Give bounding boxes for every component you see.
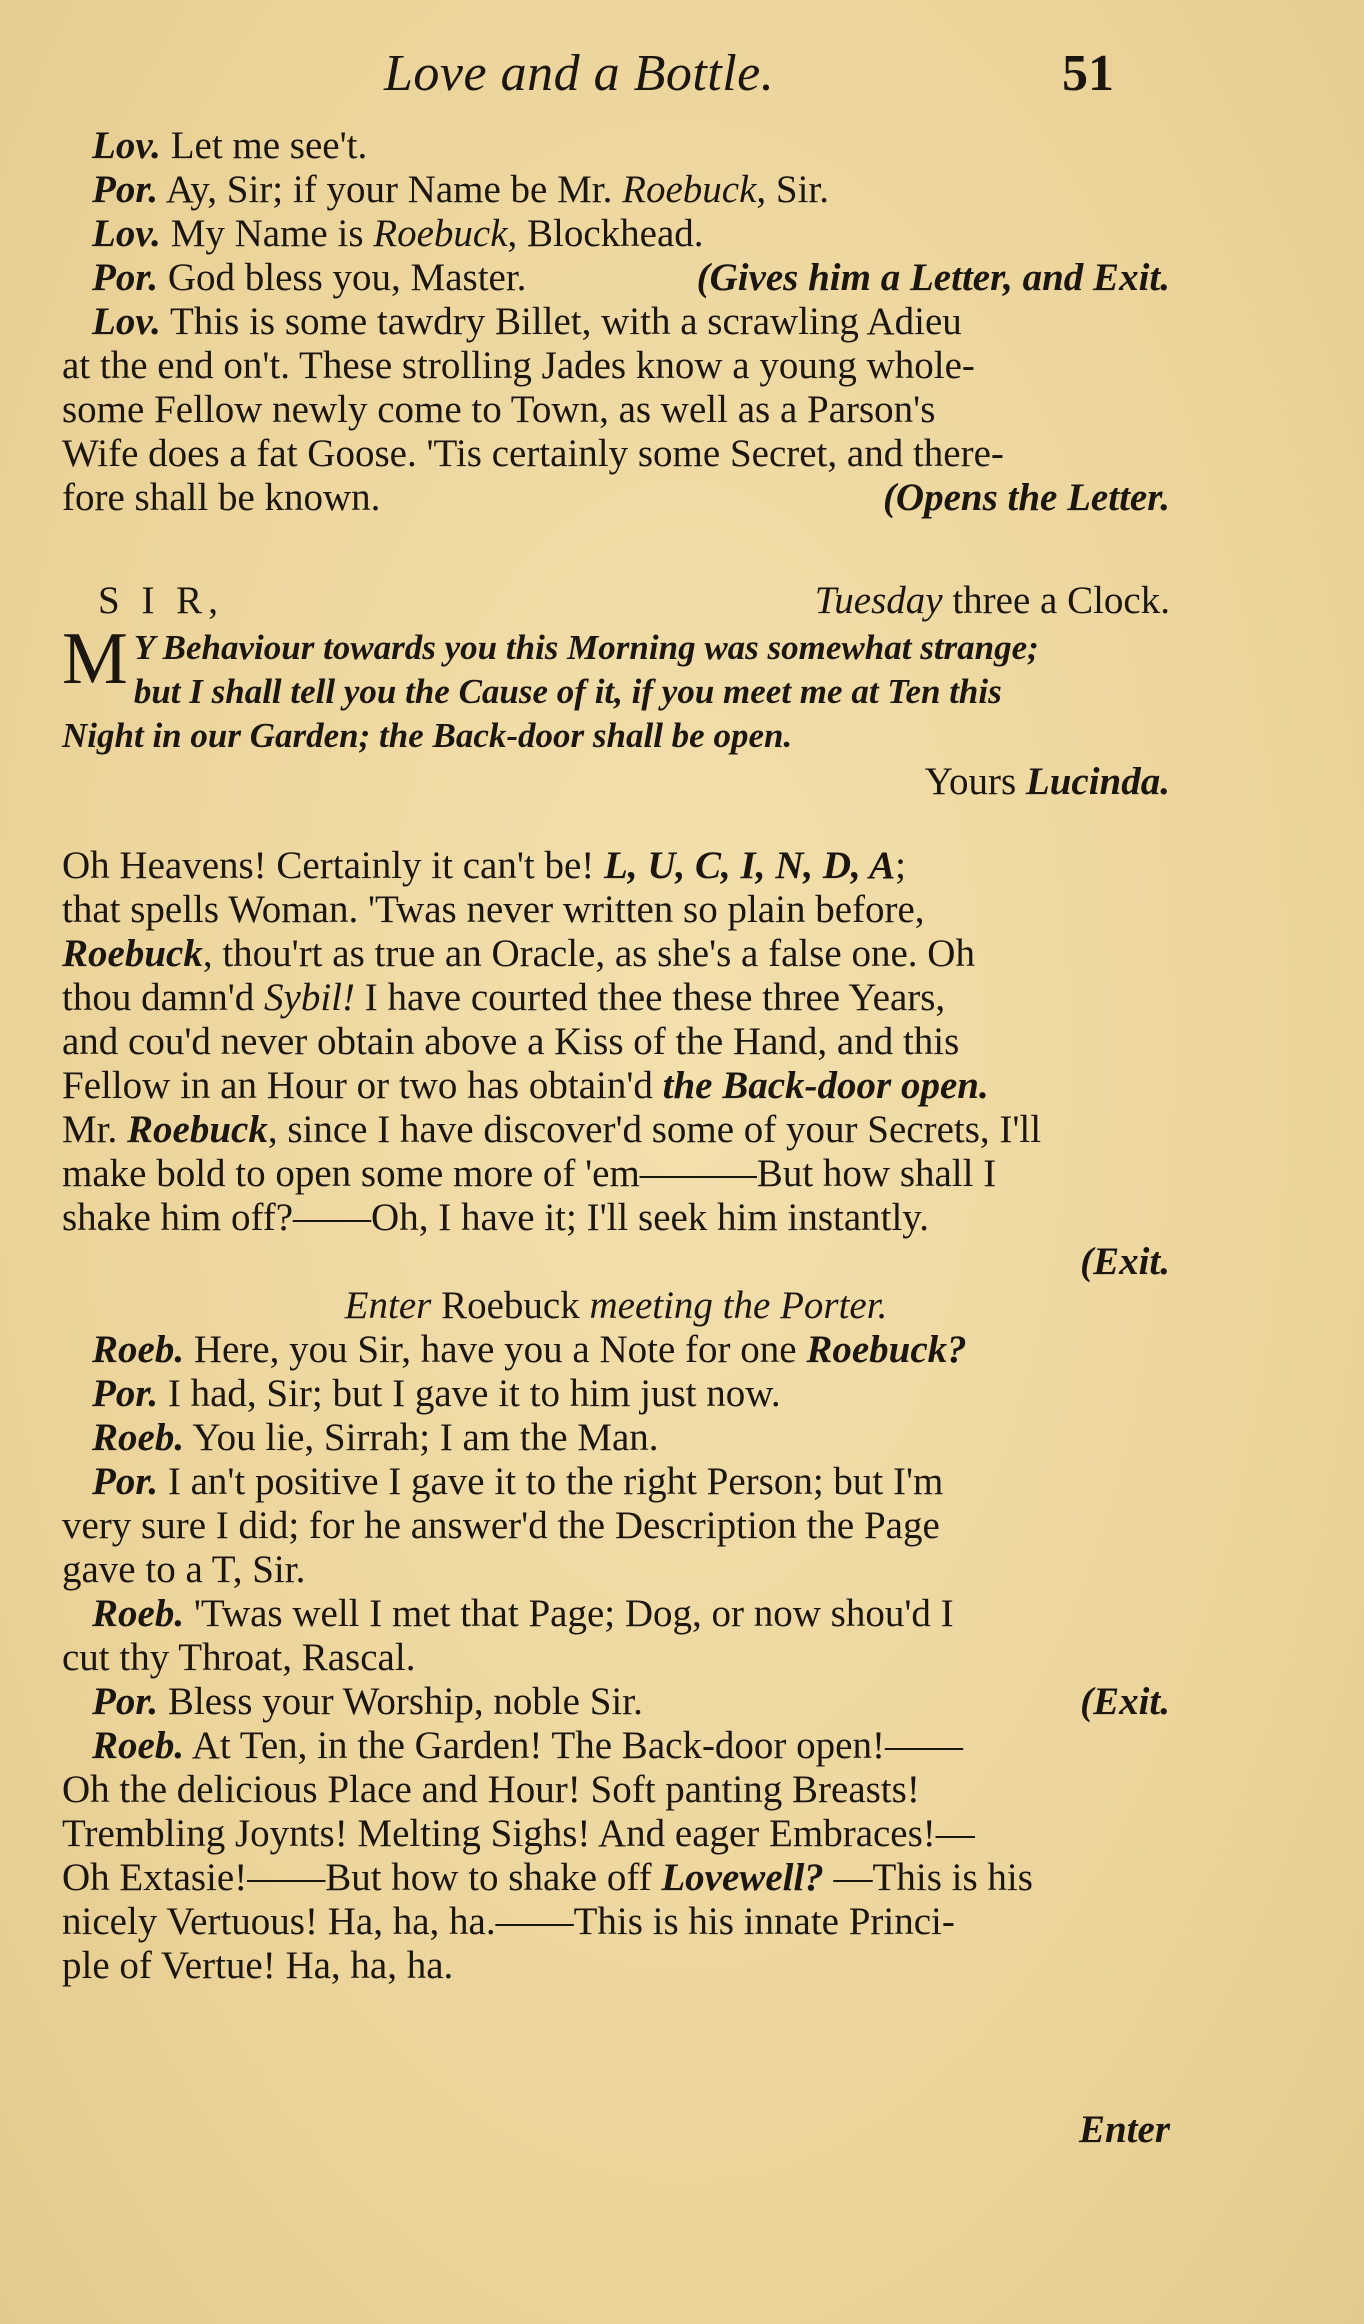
line-text: , since I have discover'd some of your Secrets, I'll bbox=[267, 1108, 1042, 1151]
spacer bbox=[62, 1988, 1170, 2108]
stage-character: Roebuck bbox=[431, 1284, 590, 1327]
character-name: Roebuck bbox=[62, 932, 203, 975]
line-text: thou damn'd bbox=[62, 976, 265, 1019]
line-text: Ay, Sir; if your Name be Mr. bbox=[165, 168, 623, 211]
text-line: gave to a T, Sir. bbox=[62, 1548, 306, 1591]
text-line bbox=[62, 1064, 1170, 1108]
text-line: and cou'd never obtain above a Kiss of the Hand, and this bbox=[62, 1020, 960, 1063]
dialogue-line bbox=[62, 1724, 1170, 1768]
letter-body bbox=[62, 618, 1170, 758]
stage-direction-line bbox=[62, 1284, 1170, 1328]
character-name: Roebuck bbox=[373, 212, 508, 255]
text-line bbox=[62, 844, 1170, 888]
signature-name: Lucinda. bbox=[1025, 760, 1170, 803]
speaker: Lov. bbox=[92, 124, 161, 167]
line-text: Here, you Sir, have you a Note for one bbox=[193, 1328, 807, 1371]
text-line: shake him off?——Oh, I have it; I'll seek him instantly. bbox=[62, 1196, 930, 1239]
speaker: Lov. bbox=[92, 300, 161, 343]
stage-direction: (Opens the Letter. bbox=[882, 476, 1170, 519]
line-text: 'Twas well I met that Page; Dog, or now shou'd I bbox=[193, 1592, 954, 1635]
spacer bbox=[62, 806, 1170, 844]
text-line: cut thy Throat, Rascal. bbox=[62, 1636, 416, 1679]
catchword: Enter bbox=[1078, 2108, 1170, 2151]
dialogue-line bbox=[62, 1680, 1170, 1724]
page-number: 51 bbox=[1062, 45, 1114, 102]
letter-signature bbox=[62, 758, 1170, 806]
letter-date bbox=[815, 578, 1170, 623]
book-page bbox=[62, 28, 1170, 2152]
line-text: Fellow in an Hour or two has obtain'd bbox=[62, 1064, 663, 1107]
text-line bbox=[62, 932, 1170, 976]
line-text: You lie, Sirrah; I am the Man. bbox=[192, 1416, 659, 1459]
character-name: Lovewell? bbox=[661, 1856, 824, 1899]
text-line: at the end on't. These strolling Jades know a young whole- bbox=[62, 344, 975, 387]
letter-date-day: Tuesday bbox=[814, 579, 943, 622]
dialogue-line bbox=[62, 256, 1170, 300]
speaker: Por. bbox=[92, 256, 159, 299]
stage-direction: (Gives him a Letter, and Exit. bbox=[696, 256, 1170, 299]
line-text: —This is his bbox=[823, 1856, 1033, 1899]
text-line bbox=[62, 1240, 1170, 1284]
dialogue-line bbox=[62, 1372, 1170, 1416]
line-text: , thou'rt as true an Oracle, as she's a false one. Oh bbox=[202, 932, 975, 975]
dialogue-line bbox=[62, 1460, 1170, 1504]
letter-salutation: S I R, bbox=[98, 579, 224, 622]
line-text: fore shall be known. bbox=[62, 476, 381, 519]
line-text: I have courted thee these three Years, bbox=[354, 976, 946, 1019]
letter-line: Night in our Garden; the Back-door shall be open. bbox=[62, 716, 793, 755]
dialogue-line bbox=[62, 300, 1170, 344]
dialogue-line bbox=[62, 1416, 1170, 1460]
dialogue-line bbox=[62, 1328, 1170, 1372]
letter-date-rest: three a Clock. bbox=[942, 579, 1170, 622]
speaker: Roeb. bbox=[92, 1328, 185, 1371]
line-text: At Ten, in the Garden! The Back-door open!—— bbox=[191, 1724, 963, 1767]
spacer bbox=[62, 520, 1170, 572]
text-line bbox=[62, 1856, 1170, 1900]
dialogue-line bbox=[62, 212, 1170, 256]
speaker: Roeb. bbox=[92, 1592, 185, 1635]
line-text: I an't positive I gave it to the right Person; but I'm bbox=[167, 1460, 944, 1503]
speaker: Roeb. bbox=[92, 1416, 185, 1459]
line-text: God bless you, Master. bbox=[167, 256, 527, 299]
italic-phrase: the Back-door open. bbox=[662, 1064, 989, 1107]
dialogue-line bbox=[62, 1592, 1170, 1636]
speaker: Roeb. bbox=[92, 1724, 185, 1767]
text-line: that spells Woman. 'Twas never written so plain before, bbox=[62, 888, 925, 931]
speaker: Por. bbox=[92, 1680, 159, 1723]
speaker: Por. bbox=[92, 1372, 159, 1415]
text-line: make bold to open some more of 'em———But how shall I bbox=[62, 1152, 997, 1195]
text-line: Trembling Joynts! Melting Sighs! And eager Embraces!— bbox=[62, 1812, 975, 1855]
line-text: This is some tawdry Billet, with a scrawling Adieu bbox=[169, 300, 962, 343]
letter-heading bbox=[62, 572, 1170, 626]
dialogue-line bbox=[62, 168, 1170, 212]
speaker: Por. bbox=[92, 1460, 159, 1503]
text-line: very sure I did; for he answer'd the Description the Page bbox=[62, 1504, 940, 1547]
line-text: I had, Sir; but I gave it to him just now. bbox=[167, 1372, 781, 1415]
line-text: , Blockhead. bbox=[507, 212, 704, 255]
character-name: Roebuck bbox=[622, 168, 757, 211]
text-line: ple of Vertue! Ha, ha, ha. bbox=[62, 1944, 454, 1987]
text-line: Oh the delicious Place and Hour! Soft panting Breasts! bbox=[62, 1768, 920, 1811]
speaker: Lov. bbox=[92, 212, 161, 255]
text-line: some Fellow newly come to Town, as well as a Parson's bbox=[62, 388, 936, 431]
signature-prefix: Yours bbox=[924, 760, 1026, 803]
line-text: Mr. bbox=[62, 1108, 128, 1151]
drop-cap: M bbox=[62, 618, 128, 700]
dialogue-line bbox=[62, 124, 1170, 168]
speaker: Por. bbox=[92, 168, 159, 211]
stage-enter: Enter bbox=[344, 1284, 432, 1327]
text-line bbox=[62, 476, 1170, 520]
spelled-name: L, U, C, I, N, D, A bbox=[604, 844, 896, 887]
line-text: My Name is bbox=[170, 212, 374, 255]
running-title: Love and a Bottle. bbox=[384, 45, 775, 102]
letter-line: but I shall tell you the Cause of it, if you meet me at Ten this bbox=[133, 672, 1002, 711]
text-line: Wife does a fat Goose. 'Tis certainly some Secret, and there- bbox=[62, 432, 1004, 475]
italic-word: Sybil! bbox=[264, 976, 355, 1019]
line-text: , Sir. bbox=[756, 168, 830, 211]
stage-direction: (Exit. bbox=[1080, 1240, 1170, 1283]
character-name: Roebuck? bbox=[806, 1328, 967, 1371]
line-text: Oh Heavens! Certainly it can't be! bbox=[62, 844, 605, 887]
letter-line: Y Behaviour towards you this Morning was somewhat strange; bbox=[133, 628, 1039, 667]
running-head bbox=[62, 28, 1170, 124]
stage-direction: (Exit. bbox=[1080, 1680, 1170, 1723]
text-line: nicely Vertuous! Ha, ha, ha.——This is his innate Princi- bbox=[62, 1900, 955, 1943]
text-line bbox=[62, 976, 1170, 1020]
stage-rest: meeting the Porter. bbox=[589, 1284, 888, 1327]
text-line bbox=[62, 1108, 1170, 1152]
line-text: ; bbox=[895, 844, 906, 887]
line-text: Oh Extasie!——But how to shake off bbox=[62, 1856, 662, 1899]
catchword-line bbox=[62, 2108, 1170, 2152]
character-name: Roebuck bbox=[127, 1108, 268, 1151]
line-text: Bless your Worship, noble Sir. bbox=[167, 1680, 643, 1723]
line-text: Let me see't. bbox=[170, 124, 368, 167]
